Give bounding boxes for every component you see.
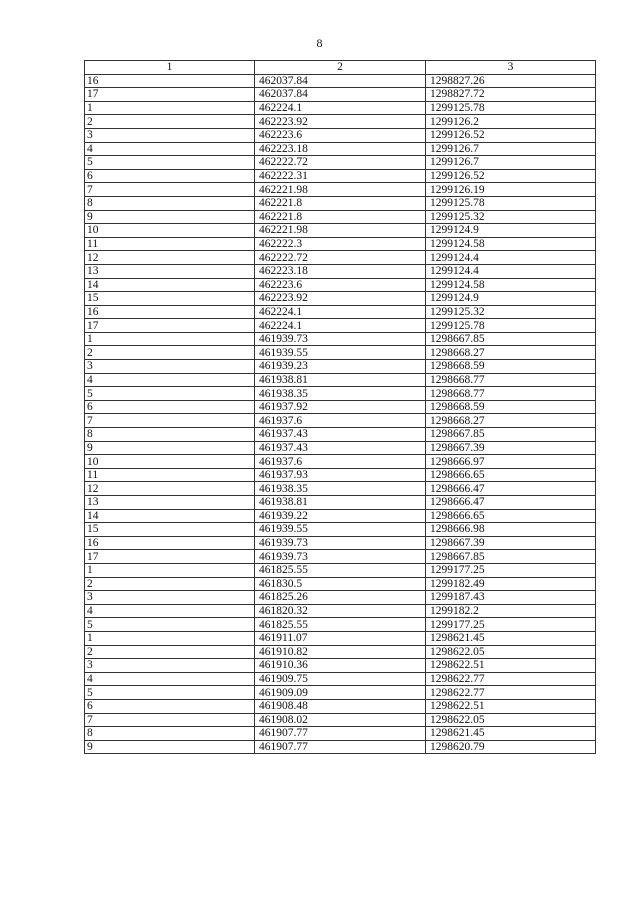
cell-point-number: 6 xyxy=(85,400,255,414)
cell-point-number: 15 xyxy=(85,292,255,306)
table-row xyxy=(85,727,596,741)
cell-x-coordinate: 462222.3 xyxy=(255,237,426,251)
table-header xyxy=(85,61,596,75)
table-row xyxy=(85,441,596,455)
cell-point-number: 7 xyxy=(85,183,255,197)
cell-x-coordinate: 462223.18 xyxy=(255,264,426,278)
cell-point-number: 2 xyxy=(85,577,255,591)
cell-point-number: 14 xyxy=(85,509,255,523)
table-row xyxy=(85,319,596,333)
table-row xyxy=(85,577,596,591)
table-row xyxy=(85,428,596,442)
table-row xyxy=(85,74,596,88)
cell-y-coordinate: 1298668.77 xyxy=(426,373,596,387)
cell-y-coordinate: 1299177.25 xyxy=(426,563,596,577)
cell-point-number: 7 xyxy=(85,713,255,727)
cell-x-coordinate: 461939.23 xyxy=(255,360,426,374)
cell-y-coordinate: 1298666.47 xyxy=(426,482,596,496)
cell-y-coordinate: 1298667.39 xyxy=(426,536,596,550)
cell-point-number: 4 xyxy=(85,373,255,387)
cell-y-coordinate: 1298622.05 xyxy=(426,645,596,659)
table-body xyxy=(85,74,596,754)
cell-y-coordinate: 1299126.52 xyxy=(426,169,596,183)
cell-x-coordinate: 461908.48 xyxy=(255,699,426,713)
table-row xyxy=(85,604,596,618)
cell-x-coordinate: 461910.36 xyxy=(255,659,426,673)
cell-x-coordinate: 461939.22 xyxy=(255,509,426,523)
cell-x-coordinate: 461939.55 xyxy=(255,346,426,360)
cell-point-number: 3 xyxy=(85,128,255,142)
cell-point-number: 8 xyxy=(85,727,255,741)
cell-point-number: 3 xyxy=(85,360,255,374)
table-row xyxy=(85,482,596,496)
cell-x-coordinate: 461909.09 xyxy=(255,686,426,700)
cell-x-coordinate: 461907.77 xyxy=(255,740,426,754)
cell-x-coordinate: 462037.84 xyxy=(255,74,426,88)
cell-y-coordinate: 1299125.78 xyxy=(426,196,596,210)
cell-y-coordinate: 1298668.27 xyxy=(426,414,596,428)
cell-point-number: 10 xyxy=(85,455,255,469)
cell-x-coordinate: 462221.98 xyxy=(255,183,426,197)
cell-x-coordinate: 461938.81 xyxy=(255,496,426,510)
cell-y-coordinate: 1298621.45 xyxy=(426,631,596,645)
cell-y-coordinate: 1299124.58 xyxy=(426,237,596,251)
cell-point-number: 17 xyxy=(85,88,255,102)
table-row xyxy=(85,128,596,142)
cell-y-coordinate: 1298668.27 xyxy=(426,346,596,360)
cell-y-coordinate: 1299126.52 xyxy=(426,128,596,142)
cell-point-number: 13 xyxy=(85,264,255,278)
cell-y-coordinate: 1299125.32 xyxy=(426,210,596,224)
cell-x-coordinate: 461910.82 xyxy=(255,645,426,659)
table-row xyxy=(85,414,596,428)
cell-x-coordinate: 461830.5 xyxy=(255,577,426,591)
cell-x-coordinate: 461938.35 xyxy=(255,482,426,496)
cell-x-coordinate: 461937.43 xyxy=(255,428,426,442)
table-row xyxy=(85,142,596,156)
cell-y-coordinate: 1298667.85 xyxy=(426,550,596,564)
table-row xyxy=(85,101,596,115)
cell-y-coordinate: 1298666.47 xyxy=(426,496,596,510)
table-row xyxy=(85,115,596,129)
cell-y-coordinate: 1299126.7 xyxy=(426,142,596,156)
cell-x-coordinate: 461937.92 xyxy=(255,400,426,414)
cell-y-coordinate: 1298827.26 xyxy=(426,74,596,88)
table-row xyxy=(85,713,596,727)
cell-point-number: 3 xyxy=(85,659,255,673)
cell-x-coordinate: 461937.43 xyxy=(255,441,426,455)
cell-point-number: 4 xyxy=(85,672,255,686)
cell-y-coordinate: 1299124.4 xyxy=(426,251,596,265)
cell-point-number: 10 xyxy=(85,224,255,238)
cell-y-coordinate: 1298827.72 xyxy=(426,88,596,102)
cell-x-coordinate: 461938.81 xyxy=(255,373,426,387)
cell-x-coordinate: 461937.93 xyxy=(255,468,426,482)
cell-y-coordinate: 1298621.45 xyxy=(426,727,596,741)
table-row xyxy=(85,156,596,170)
cell-y-coordinate: 1298622.77 xyxy=(426,672,596,686)
table-row xyxy=(85,387,596,401)
table-row xyxy=(85,496,596,510)
cell-point-number: 14 xyxy=(85,278,255,292)
table-row xyxy=(85,237,596,251)
table-row xyxy=(85,346,596,360)
cell-x-coordinate: 462223.92 xyxy=(255,292,426,306)
table-row xyxy=(85,455,596,469)
cell-point-number: 4 xyxy=(85,142,255,156)
cell-x-coordinate: 462223.92 xyxy=(255,115,426,129)
cell-point-number: 16 xyxy=(85,536,255,550)
cell-x-coordinate: 461939.55 xyxy=(255,523,426,537)
cell-point-number: 1 xyxy=(85,332,255,346)
cell-point-number: 11 xyxy=(85,468,255,482)
header-row xyxy=(85,61,596,75)
cell-x-coordinate: 461909.75 xyxy=(255,672,426,686)
cell-point-number: 2 xyxy=(85,346,255,360)
page-number: 8 xyxy=(316,36,323,50)
coordinates-table xyxy=(84,60,596,754)
cell-point-number: 1 xyxy=(85,563,255,577)
table-row xyxy=(85,699,596,713)
cell-y-coordinate: 1298620.79 xyxy=(426,740,596,754)
cell-point-number: 7 xyxy=(85,414,255,428)
table-row xyxy=(85,278,596,292)
table-row xyxy=(85,523,596,537)
cell-x-coordinate: 461911.07 xyxy=(255,631,426,645)
table-row xyxy=(85,645,596,659)
cell-x-coordinate: 461825.26 xyxy=(255,591,426,605)
column-header-x: 2 xyxy=(255,61,426,75)
table-row xyxy=(85,468,596,482)
cell-point-number: 9 xyxy=(85,740,255,754)
table-row xyxy=(85,264,596,278)
cell-point-number: 16 xyxy=(85,305,255,319)
table-row xyxy=(85,224,596,238)
table-row xyxy=(85,400,596,414)
cell-y-coordinate: 1298667.85 xyxy=(426,428,596,442)
cell-x-coordinate: 462223.6 xyxy=(255,128,426,142)
cell-y-coordinate: 1299182.49 xyxy=(426,577,596,591)
cell-point-number: 2 xyxy=(85,645,255,659)
cell-point-number: 1 xyxy=(85,101,255,115)
table-row xyxy=(85,169,596,183)
cell-point-number: 5 xyxy=(85,686,255,700)
cell-point-number: 17 xyxy=(85,550,255,564)
table-row xyxy=(85,183,596,197)
cell-y-coordinate: 1299125.78 xyxy=(426,319,596,333)
cell-x-coordinate: 462221.8 xyxy=(255,210,426,224)
cell-point-number: 12 xyxy=(85,482,255,496)
cell-x-coordinate: 462224.1 xyxy=(255,305,426,319)
cell-y-coordinate: 1299126.19 xyxy=(426,183,596,197)
cell-point-number: 9 xyxy=(85,441,255,455)
cell-y-coordinate: 1299187.43 xyxy=(426,591,596,605)
cell-x-coordinate: 461825.55 xyxy=(255,618,426,632)
cell-y-coordinate: 1299182.2 xyxy=(426,604,596,618)
table-row xyxy=(85,251,596,265)
cell-point-number: 6 xyxy=(85,699,255,713)
cell-x-coordinate: 461908.02 xyxy=(255,713,426,727)
cell-point-number: 8 xyxy=(85,428,255,442)
cell-x-coordinate: 461907.77 xyxy=(255,727,426,741)
cell-x-coordinate: 461937.6 xyxy=(255,455,426,469)
cell-point-number: 13 xyxy=(85,496,255,510)
table-row xyxy=(85,360,596,374)
cell-x-coordinate: 461939.73 xyxy=(255,536,426,550)
cell-point-number: 3 xyxy=(85,591,255,605)
table-row xyxy=(85,210,596,224)
cell-x-coordinate: 461820.32 xyxy=(255,604,426,618)
cell-point-number: 5 xyxy=(85,618,255,632)
table-row xyxy=(85,659,596,673)
table-row xyxy=(85,740,596,754)
cell-y-coordinate: 1299125.78 xyxy=(426,101,596,115)
cell-point-number: 11 xyxy=(85,237,255,251)
table-row xyxy=(85,631,596,645)
cell-x-coordinate: 462224.1 xyxy=(255,319,426,333)
cell-y-coordinate: 1299125.32 xyxy=(426,305,596,319)
cell-y-coordinate: 1298666.65 xyxy=(426,468,596,482)
cell-point-number: 12 xyxy=(85,251,255,265)
table-row xyxy=(85,88,596,102)
table-row xyxy=(85,332,596,346)
cell-x-coordinate: 462222.72 xyxy=(255,156,426,170)
table-row xyxy=(85,292,596,306)
cell-y-coordinate: 1298667.85 xyxy=(426,332,596,346)
cell-y-coordinate: 1298667.39 xyxy=(426,441,596,455)
cell-x-coordinate: 462223.6 xyxy=(255,278,426,292)
cell-x-coordinate: 462037.84 xyxy=(255,88,426,102)
table-row xyxy=(85,618,596,632)
cell-y-coordinate: 1298666.65 xyxy=(426,509,596,523)
cell-point-number: 4 xyxy=(85,604,255,618)
table-row xyxy=(85,509,596,523)
cell-y-coordinate: 1299126.2 xyxy=(426,115,596,129)
cell-y-coordinate: 1299124.58 xyxy=(426,278,596,292)
cell-point-number: 5 xyxy=(85,387,255,401)
column-header-y: 3 xyxy=(426,61,596,75)
cell-y-coordinate: 1299124.9 xyxy=(426,224,596,238)
cell-y-coordinate: 1299124.9 xyxy=(426,292,596,306)
cell-point-number: 16 xyxy=(85,74,255,88)
cell-y-coordinate: 1298622.51 xyxy=(426,659,596,673)
cell-point-number: 6 xyxy=(85,169,255,183)
table-row xyxy=(85,536,596,550)
cell-x-coordinate: 461939.73 xyxy=(255,332,426,346)
cell-point-number: 15 xyxy=(85,523,255,537)
cell-y-coordinate: 1298668.77 xyxy=(426,387,596,401)
cell-y-coordinate: 1299124.4 xyxy=(426,264,596,278)
table-row xyxy=(85,672,596,686)
cell-y-coordinate: 1298622.51 xyxy=(426,699,596,713)
table-row xyxy=(85,196,596,210)
cell-x-coordinate: 461938.35 xyxy=(255,387,426,401)
table-row xyxy=(85,373,596,387)
cell-x-coordinate: 462223.18 xyxy=(255,142,426,156)
cell-point-number: 17 xyxy=(85,319,255,333)
table-row xyxy=(85,305,596,319)
table-row xyxy=(85,563,596,577)
cell-y-coordinate: 1298668.59 xyxy=(426,400,596,414)
cell-point-number: 2 xyxy=(85,115,255,129)
cell-x-coordinate: 461937.6 xyxy=(255,414,426,428)
cell-x-coordinate: 462221.98 xyxy=(255,224,426,238)
cell-point-number: 5 xyxy=(85,156,255,170)
cell-y-coordinate: 1299177.25 xyxy=(426,618,596,632)
cell-y-coordinate: 1298666.98 xyxy=(426,523,596,537)
cell-x-coordinate: 461825.55 xyxy=(255,563,426,577)
table-row xyxy=(85,686,596,700)
cell-x-coordinate: 462222.72 xyxy=(255,251,426,265)
cell-point-number: 9 xyxy=(85,210,255,224)
cell-y-coordinate: 1299126.7 xyxy=(426,156,596,170)
cell-x-coordinate: 462221.8 xyxy=(255,196,426,210)
cell-y-coordinate: 1298622.05 xyxy=(426,713,596,727)
cell-y-coordinate: 1298622.77 xyxy=(426,686,596,700)
cell-x-coordinate: 462222.31 xyxy=(255,169,426,183)
cell-point-number: 1 xyxy=(85,631,255,645)
cell-y-coordinate: 1298666.97 xyxy=(426,455,596,469)
column-header-point: 1 xyxy=(85,61,255,75)
table-row xyxy=(85,591,596,605)
table-row xyxy=(85,550,596,564)
cell-point-number: 8 xyxy=(85,196,255,210)
cell-y-coordinate: 1298668.59 xyxy=(426,360,596,374)
cell-x-coordinate: 462224.1 xyxy=(255,101,426,115)
cell-x-coordinate: 461939.73 xyxy=(255,550,426,564)
